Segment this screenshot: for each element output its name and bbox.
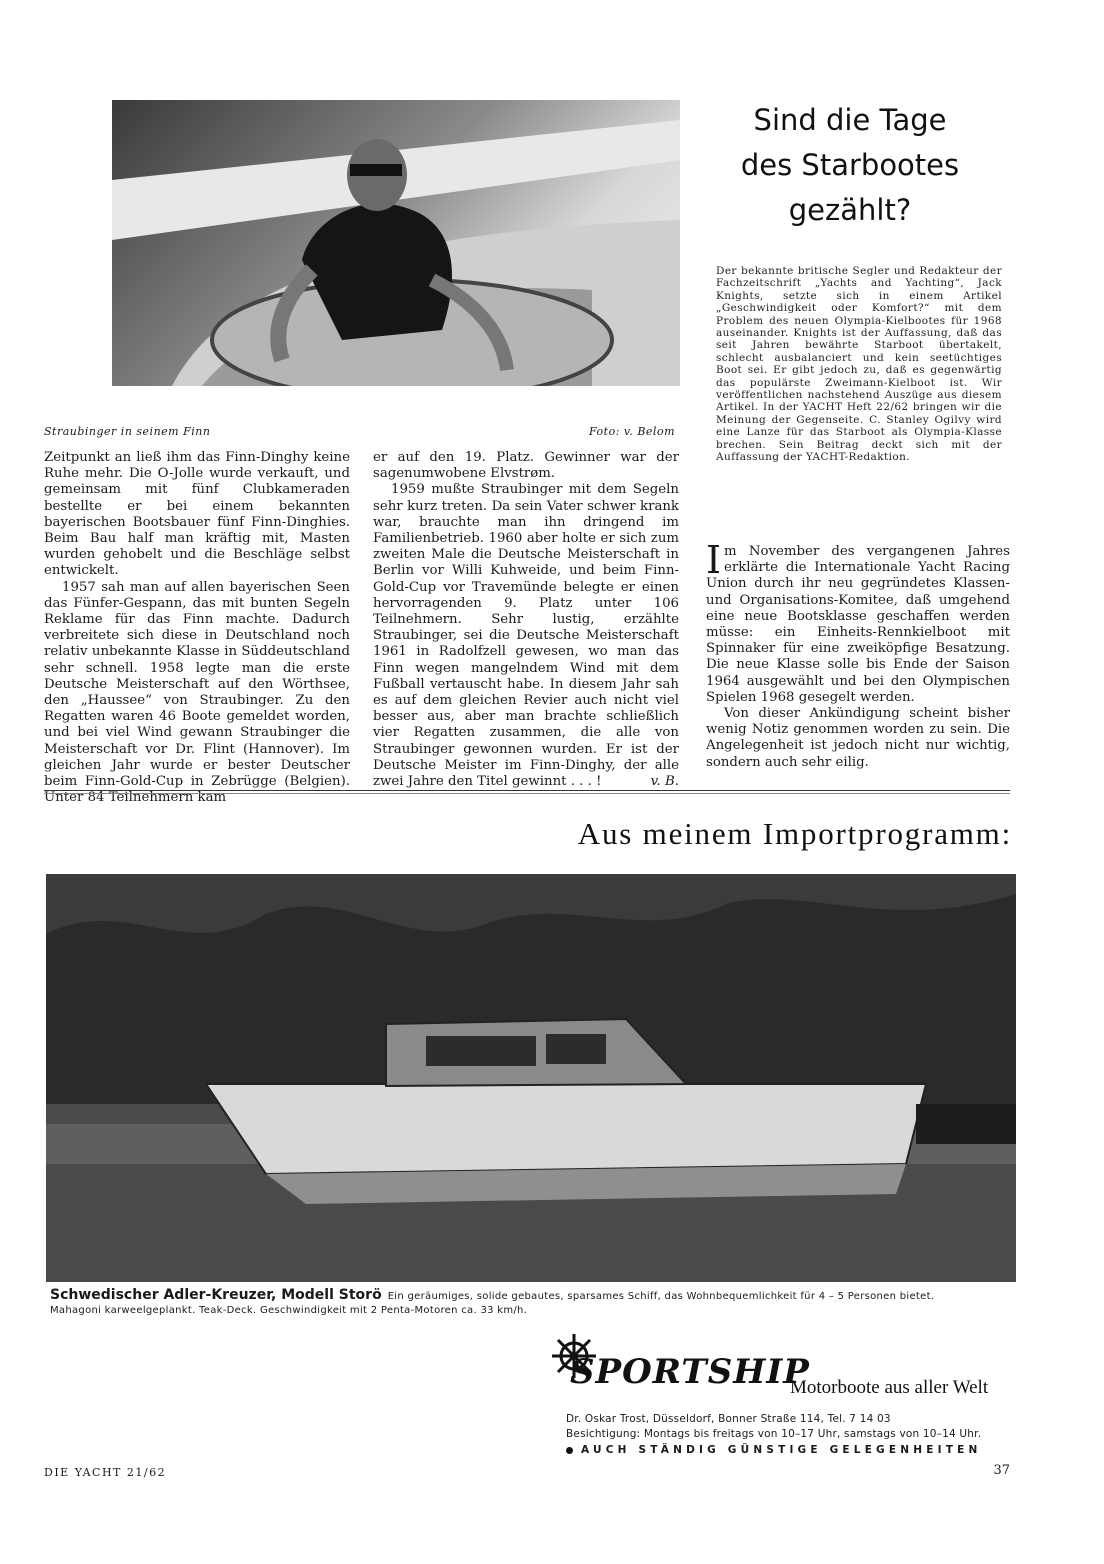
address-line: Dr. Oskar Trost, Düsseldorf, Bonner Straße 114, Tel. 7 14 03	[566, 1413, 891, 1425]
feature-intro: Der bekannte britische Segler und Redakteur der Fachzeitschrift „Yachts and Yachting“, Jack Knights, setzte sich in einem Artikel „Geschwindigkeit oder Komfort?“ mit dem Problem des neuen Olympia-Kielbootes für 1968 auseinander. Knights ist der Auffassung, daß das seit Jahren bewährte Starboot übertakelt, schlecht ausbalanciert und kein seetüchtiges Boot sei. Er gibt jedoch zu, daß es gegenwärtig das populärste Zweimann-Kielboot ist. Wir veröffentlichen nachstehend Auszüge aus diesem Artikel. In der YACHT Heft 22/62 bringen wir die Meinung der Gegenseite. C. Stanley Ogilvy wird eine Lanze für das Starboot als Olympia-Klasse brechen. Sein Beitrag deckt sich mit der Auffassung der YACHT-Redaktion.	[716, 265, 1002, 464]
divider	[44, 793, 1010, 794]
sailor-illustration	[112, 100, 680, 386]
paragraph	[706, 538, 1010, 706]
ad-title: Aus meinem Importprogramm:	[577, 816, 1012, 851]
ad-tagline: Motorboote aus aller Welt	[790, 1377, 989, 1398]
boat-illustration	[46, 874, 1016, 1282]
boat-specs: Mahagoni karweelgeplankt. Teak-Deck. Geschwindigkeit mit 2 Penta-Motoren ca. 33 km/h.	[50, 1305, 528, 1316]
sportship-logo: SPORTSHIP	[570, 1352, 810, 1392]
paragraph: Zeitpunkt an ließ ihm das Finn-Dinghy keine Ruhe mehr. Die O-Jolle wurde verkauft, und gemeinsam mit fünf Clubkameraden bestellte er bei einem bekannten bayerischen Bootsbauer fünf Finn-Dinghies. Beim Bau half man kräftig mit, Masten wurden gehobelt und die Beschläge selbst entwickelt.	[44, 450, 350, 579]
headline-line: des Starbootes	[740, 148, 960, 182]
photo-credit: Foto: v. Belom	[589, 425, 675, 438]
paragraph	[373, 482, 679, 790]
article-column-2	[373, 450, 679, 790]
paragraph-text: 1959 mußte Straubinger mit dem Segeln sehr kurz treten. Da sein Vater schwer krank war, brauchte man ihn dringend im Familienbetrieb. 1960 aber holte er sich zum zweiten Male die Deutsche Meisterschaft in Berlin vor Willi Kuhweide, und beim Finn-Gold-Cup vor Travemünde belegte er einen hervorragenden 9. Platz unter 106 Teilnehmern. Sehr lustig, erzählte Straubinger, sei die Deutsche Meisterschaft 1961 in Radolfzell gewesen, wo man das Finn wegen mangelndem Wind mit dem Fußball vertauscht habe. In diesem Jahr sah es auf dem gleichen Revier auch nicht viel besser aus, aber man brachte schließlich vier Regatten zusammen, die alle von Straubinger gewonnen wurden. Er ist der Deutsche Meister im Finn-Dinghy, der alle zwei Jahre den Titel gewinnt . . . !	[373, 482, 679, 790]
sailor-photo	[112, 100, 680, 386]
drop-cap: I	[706, 538, 722, 582]
article-column-1	[44, 450, 350, 806]
paragraph: 1957 sah man auf allen bayerischen Seen das Fünfer-Gespann, das mit bunten Segeln Reklame für das Finn machte. Dadurch verbreitete sich diese in Deutschland noch relativ unbekannte Klasse in Süddeutschland sehr schnell. 1958 legte man die erste Deutsche Meisterschaft auf den Wörthsee, den „Haussee“ von Straubinger. Zu den Regatten waren 46 Boote gemeldet worden, und bei viel Wind gewann Straubinger die Meisterschaft vor Dr. Flint (Hannover). Im gleichen Jahr wurde er bester Deutscher beim Finn-Gold-Cup in Zebrügge (Belgien). Unter 84 Teilnehmern kam	[44, 579, 350, 806]
author-initials: v. B.	[650, 774, 679, 790]
paragraph-text: m November des vergangenen Jahres erklärte die Internationale Yacht Racing Union durch ihr neu gegründetes Klassen- und Organisations-Komitee, daß umgehend eine neue Bootsklasse geschaffen werden müsse: ein Einheits-Rennkielboot mit Spinnaker für eine zweiköpfige Besatzung. Die neue Klasse solle bis Ende der Saison 1964 ausgewählt und bei den Olympischen Spielen 1968 gesegelt werden.	[706, 544, 1010, 705]
divider	[44, 790, 1010, 791]
boat-photo	[46, 874, 1016, 1282]
boat-model	[50, 1287, 934, 1303]
feature-headline	[700, 98, 1000, 233]
paragraph: er auf den 19. Platz. Gewinner war der sagenumwobene Elvstrøm.	[373, 450, 679, 482]
dealer-address	[566, 1412, 981, 1442]
boat-name: Schwedischer Adler-Kreuzer, Modell Storö	[50, 1287, 382, 1303]
feature-column	[706, 538, 1010, 771]
opening-hours: Besichtigung: Montags bis freitags von 10–17 Uhr, samstags von 10–14 Uhr.	[566, 1428, 982, 1440]
magazine-issue: DIE YACHT 21/62	[44, 1466, 167, 1479]
page-number: 37	[993, 1463, 1010, 1478]
headline-line: gezählt?	[788, 193, 912, 227]
bullet-icon	[566, 1447, 573, 1454]
photo-caption: Straubinger in seinem Finn	[44, 425, 211, 438]
paragraph: Von dieser Ankündigung scheint bisher wenig Notiz genommen worden zu sein. Die Angelegenheit ist jedoch nicht nur wichtig, sondern auch sehr eilig.	[706, 706, 1010, 770]
offer-text: AUCH STÄNDIG GÜNSTIGE GELEGENHEITEN	[581, 1444, 982, 1456]
headline-line: Sind die Tage	[753, 103, 947, 137]
boat-description: Ein geräumiges, solide gebautes, sparsames Schiff, das Wohnbequemlichkeit für 4 – 5 Personen bietet.	[387, 1291, 935, 1302]
offer-line	[566, 1444, 981, 1456]
